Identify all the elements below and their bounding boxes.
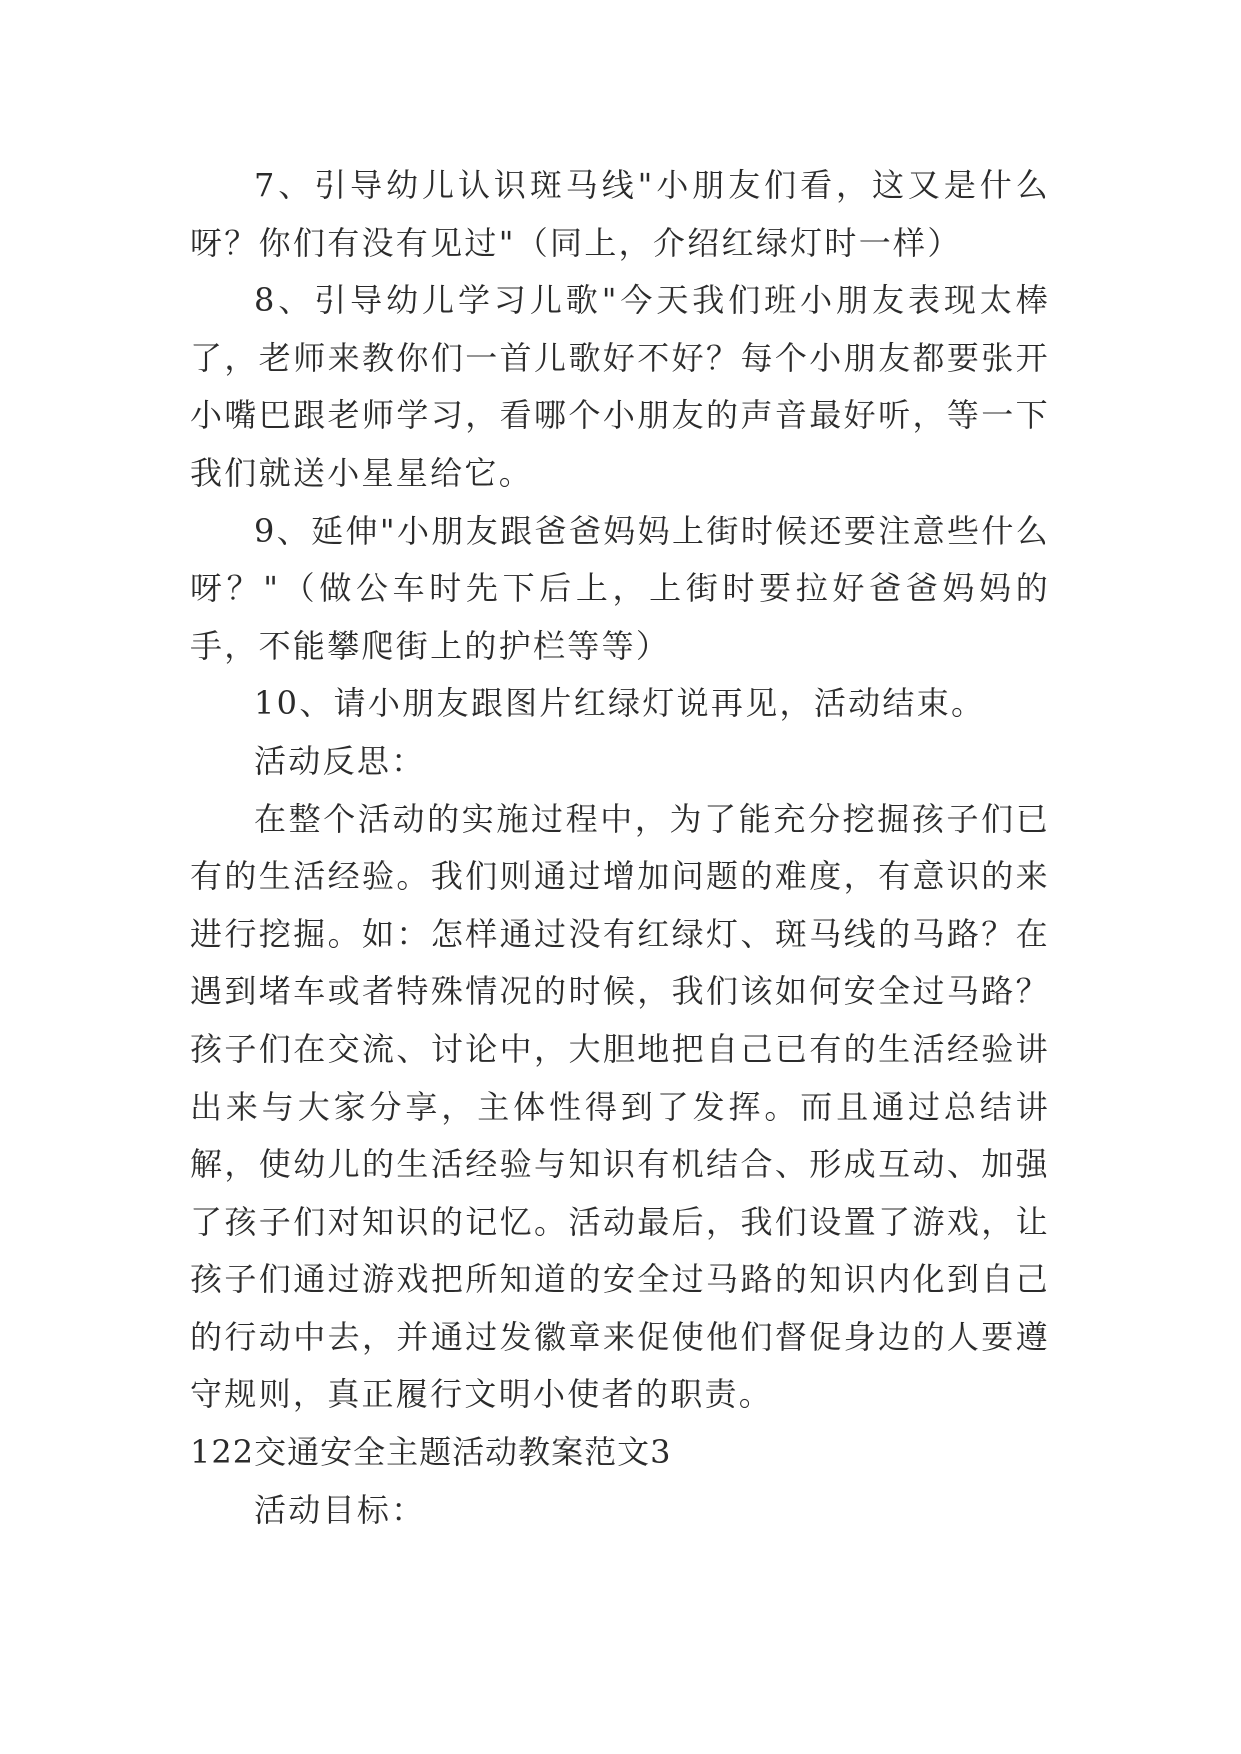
document-body bbox=[190, 157, 1050, 1539]
paragraph-reflection-label: 活动反思： bbox=[254, 741, 426, 780]
paragraph-activity-goals-label: 活动目标： bbox=[254, 1490, 426, 1529]
paragraph-step-9: 9、延伸"小朋友跟爸爸妈妈上街时候还要注意些什么呀？"（做公车时先下后上，上街时要拉好爸爸妈妈的手，不能攀爬街上的护栏等等） bbox=[190, 511, 1050, 665]
section-heading: 122交通安全主题活动教案范文3 bbox=[190, 1433, 672, 1472]
paragraph-step-10: 10、请小朋友跟图片红绿灯说再见，活动结束。 bbox=[254, 684, 986, 723]
paragraph-step-7: 7、引导幼儿认识斑马线"小朋友们看，这又是什么呀？你们有没有见过"（同上，介绍红绿灯时一样） bbox=[190, 166, 1050, 262]
paragraph-step-8: 8、引导幼儿学习儿歌"今天我们班小朋友表现太棒了，老师来教你们一首儿歌好不好？每个小朋友都要张开小嘴巴跟老师学习，看哪个小朋友的声音最好听，等一下我们就送小星星给它。 bbox=[190, 281, 1050, 492]
paragraph-reflection-body: 在整个活动的实施过程中，为了能充分挖掘孩子们已有的生活经验。我们则通过增加问题的难度，有意识的来进行挖掘。如：怎样通过没有红绿灯、斑马线的马路？在遇到堵车或者特殊情况的时候，我们该如何安全过马路？孩子们在交流、讨论中，大胆地把自己已有的生活经验讲出来与大家分享，主体性得到了发挥。而且通过总结讲解，使幼儿的生活经验与知识有机结合、形成互动、加强了孩子们对知识的记忆。活动最后，我们设置了游戏，让孩子们通过游戏把所知道的安全过马路的知识内化到自己的行动中去，并通过发徽章来促使他们督促身边的人要遵守规则，真正履行文明小使者的职责。 bbox=[190, 799, 1050, 1414]
